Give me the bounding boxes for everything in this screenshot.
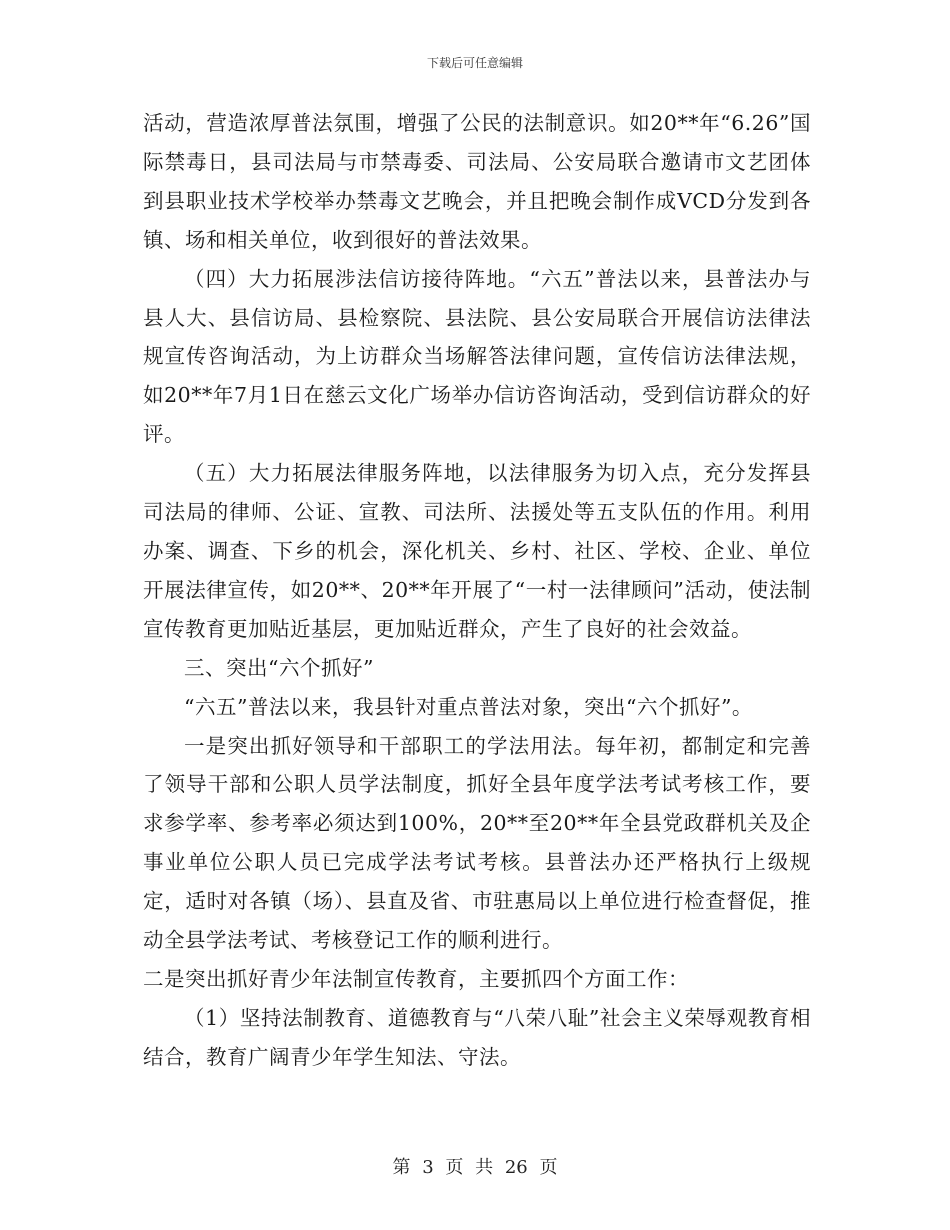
paragraph-3: （五）大力拓展法律服务阵地，以法律服务为切入点，充分发挥县司法局的律师、公证、宣教、司法所、法援处等五支队伍的作用。利用办案、调查、下乡的机会，深化机关、乡村、社区、学校、企业、单位开展法律宣传，如20**、20**年开展了“一村一法律顾问”活动，使法制宣传教育更加贴近基层，更加贴近群众，产生了良好的社会效益。	[143, 461, 811, 641]
paragraph-5: 一是突出抓好领导和干部职工的学法用法。每年初，都制定和完善了领导干部和公职人员学法制度，抓好全县年度学法考试考核工作，要求参学率、参考率必须达到100%，20**至20**年全县党政群机关及企事业单位公职人员已完成学法考试考核。县普法办还严格执行上级规定，适时对各镇（场）、县直及省、市驻惠局以上单位进行检查督促，推动全县学法考试、考核登记工作的顺利进行。	[143, 733, 811, 953]
paragraph-6: 二是突出抓好青少年法制宣传教育，主要抓四个方面工作：	[143, 966, 689, 991]
paragraph-2: （四）大力拓展涉法信访接待阵地。“六五”普法以来，县普法办与县人大、县信访局、县检察院、县法院、县公安局联合开展信访法律法规宣传咨询活动，为上访群众当场解答法律问题，宣传信访法律法规，如20**年7月1日在慈云文化广场举办信访咨询活动，受到信访群众的好评。	[143, 266, 811, 447]
page-header-note: 下载后可任意编辑	[426, 56, 523, 70]
document-body	[143, 104, 811, 1077]
page-number: 第 3 页 共 26 页	[392, 1157, 558, 1178]
section-heading-3: 三、突出“六个抓好”	[184, 655, 374, 680]
paragraph-1: 活动，营造浓厚普法氛围，增强了公民的法制意识。如20**年“6.26”国际禁毒日，县司法局与市禁毒委、司法局、公安局联合邀请市文艺团体到县职业技术学校举办禁毒文艺晚会，并且把晚会制作成VCD分发到各镇、场和相关单位，收到很好的普法效果。	[143, 111, 811, 252]
paragraph-7: （1）坚持法制教育、道德教育与“八荣八耻”社会主义荣辱观教育相结合，教育广阔青少年学生知法、守法。	[143, 1005, 811, 1069]
paragraph-4: “六五”普法以来，我县针对重点普法对象，突出“六个抓好”。	[184, 694, 753, 719]
